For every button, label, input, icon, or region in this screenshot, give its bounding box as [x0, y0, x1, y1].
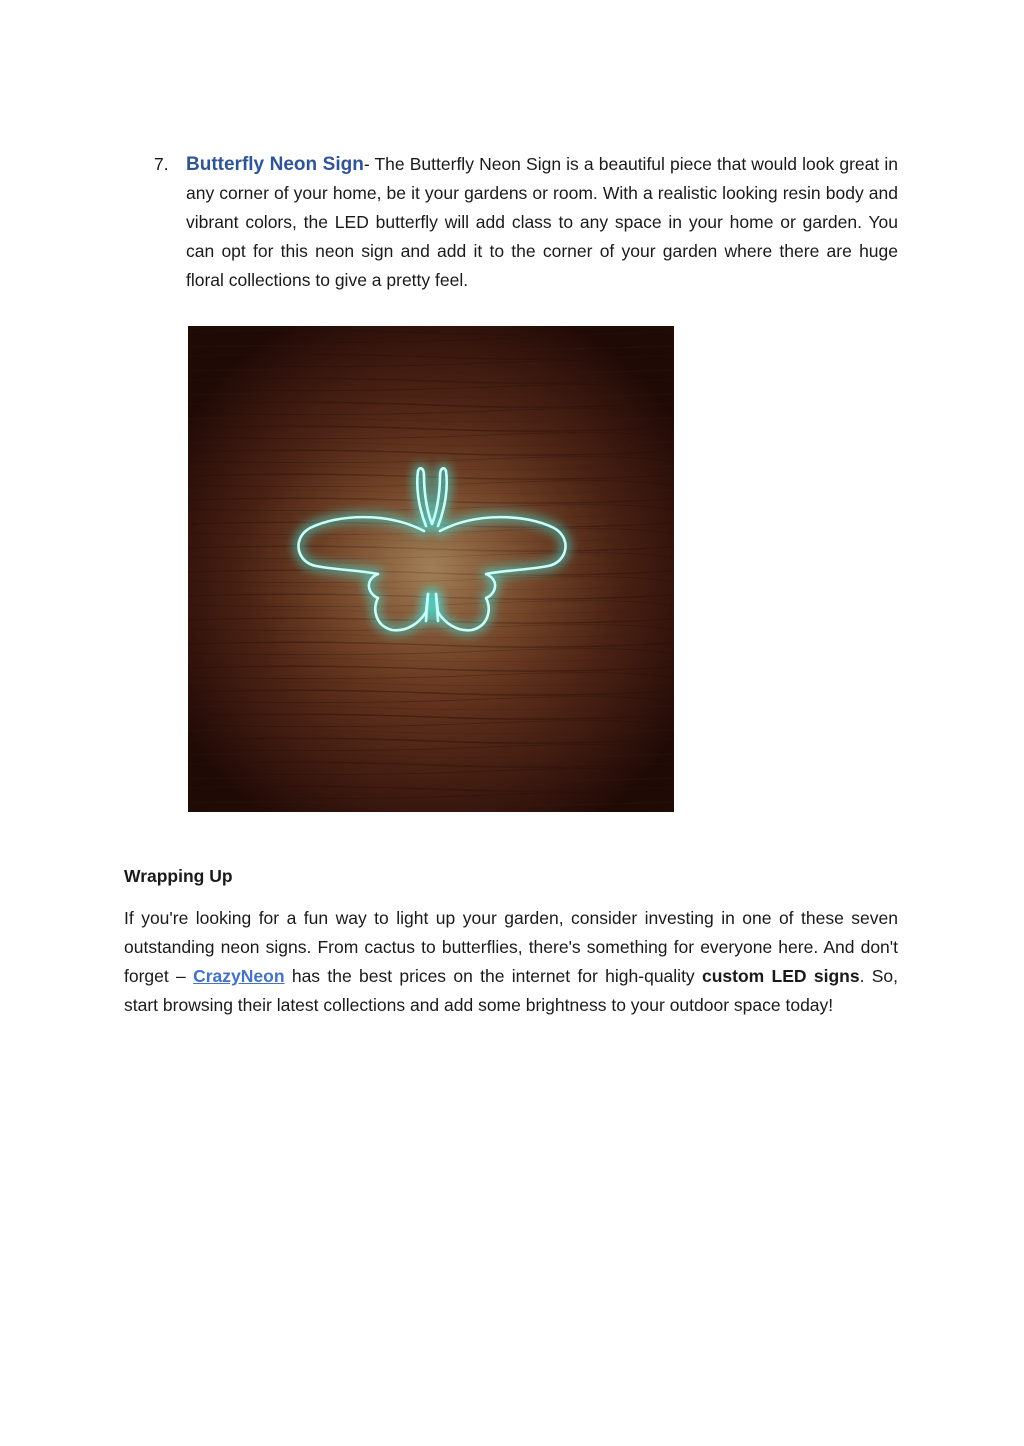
list-item-butterfly	[124, 150, 898, 295]
list-item-body	[186, 150, 898, 295]
conclusion-text-end: . So, start browsing their latest collections and add some brightness to your outdoor space today!	[124, 966, 898, 1015]
section-heading-wrapping-up: Wrapping Up	[124, 866, 233, 886]
conclusion-text-start: If you're looking for a fun way to light up your garden, consider investing in one of these seven outstanding neon signs. From cactus to butterflies, there's something for everyone here. And don't forget –	[124, 908, 898, 986]
butterfly-neon-image	[188, 326, 674, 812]
product-description: - The Butterfly Neon Sign is a beautiful piece that would look great in any corner of your home, be it your gardens or room. With a realistic looking resin body and vibrant colors, the LED butterfly will add class to any space in your home or garden. You can opt for this neon sign and add it to the corner of your garden where there are huge floral collections to give a pretty feel.	[186, 154, 898, 290]
conclusion-text-middle: has the best prices on the internet for high-quality	[284, 966, 702, 986]
crazyneon-link[interactable]: CrazyNeon	[193, 966, 285, 986]
conclusion-paragraph	[124, 904, 898, 1020]
product-title: Butterfly Neon Sign	[186, 154, 364, 175]
custom-led-signs-bold: custom LED signs	[702, 966, 860, 986]
list-number: 7.	[154, 154, 169, 174]
